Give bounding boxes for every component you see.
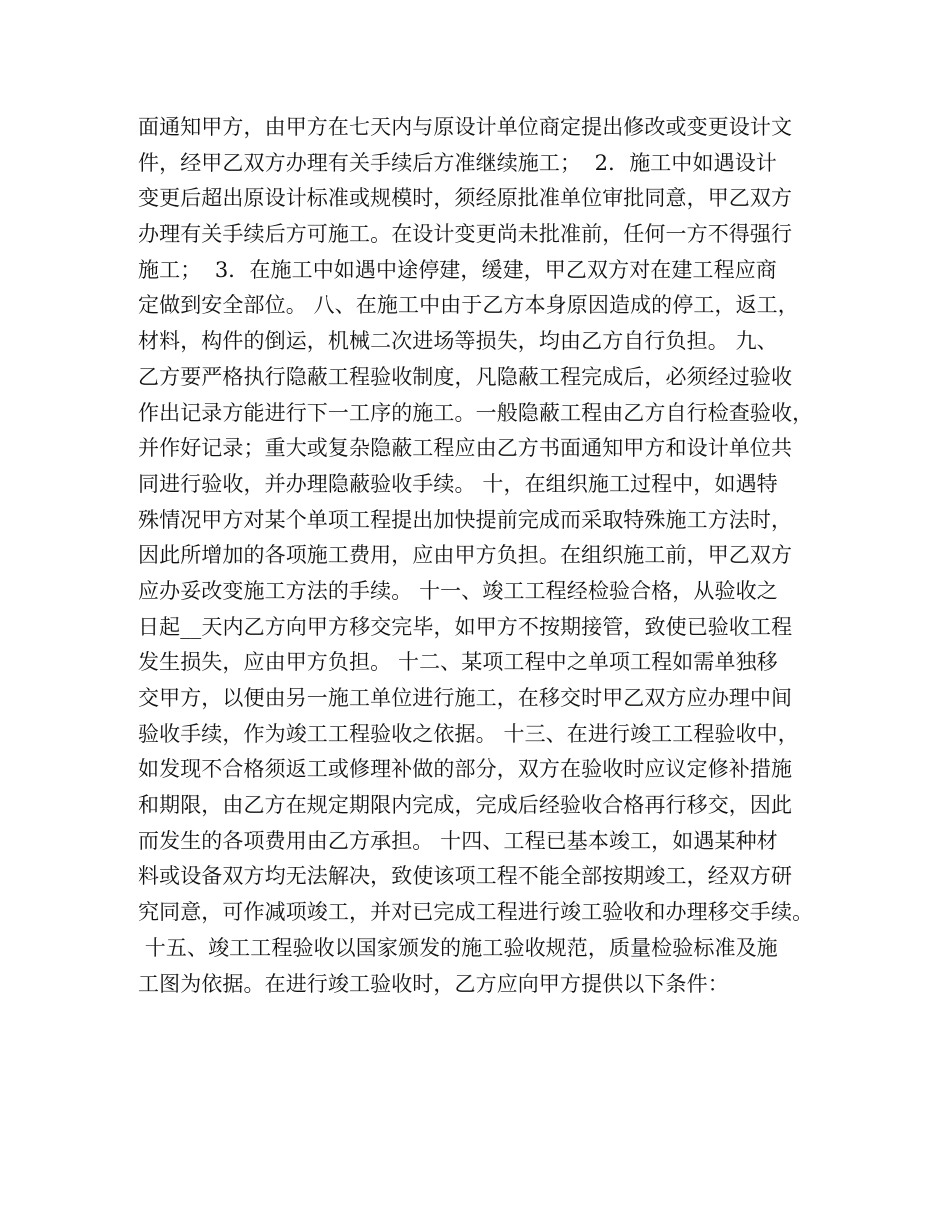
text-line-12: 殊情况甲方对某个单项工程提出加快提前完成而采取特殊施工方法时， <box>138 507 793 532</box>
text-line-14: 应办妥改变施工方法的手续。 十一、竣工工程经检验合格，从验收之 <box>138 578 778 603</box>
text-line-22: 料或设备双方均无法解决，致使该项工程不能全部按期竣工，经双方研 <box>138 864 793 889</box>
text-line-8: 乙方要严格执行隐蔽工程验收制度，凡隐蔽工程完成后，必须经过验收 <box>138 364 793 389</box>
text-line-23: 究同意，可作减项竣工，并对已完成工程进行竣工验收和办理移交手续。 <box>138 900 814 925</box>
text-line-18: 验收手续，作为竣工工程验收之依据。 十三、在进行竣工工程验收中， <box>138 721 799 746</box>
text-line-4: 办理有关手续后方可施工。在设计变更尚未批准前，任何一方不得强行 <box>138 222 793 247</box>
text-line-11: 同进行验收，并办理隐蔽验收手续。 十，在组织施工过程中，如遇特 <box>138 471 778 496</box>
text-line-15: 日起__天内乙方向甲方移交完毕，如甲方不按期接管，致使已验收工程 <box>138 614 793 639</box>
text-line-24: 十五、竣工工程验收以国家颁发的施工验收规范，质量检验标准及施 <box>138 935 778 960</box>
text-line-7: 材料，构件的倒运，机械二次进场等损失，均由乙方自行负担。 九、 <box>138 329 778 354</box>
text-line-17: 交甲方，以便由另一施工单位进行施工，在移交时甲乙双方应办理中间 <box>138 686 793 710</box>
text-line-5: 施工； 3．在施工中如遇中途停建，缓建，甲乙双方对在建工程应商 <box>138 257 777 282</box>
text-line-3: 变更后超出原设计标准或规模时，须经原批准单位审批同意，甲乙双方 <box>138 186 793 211</box>
text-line-20: 和期限，由乙方在规定期限内完成，完成后经验收合格再行移交，因此 <box>138 793 793 818</box>
text-line-25: 工图为依据。在进行竣工验收时，乙方应向甲方提供以下条件： <box>138 971 729 996</box>
text-line-2: 件，经甲乙双方办理有关手续后方准继续施工； 2．施工中如遇设计 <box>138 150 777 175</box>
text-line-1: 面通知甲方，由甲方在七天内与原设计单位商定提出修改或变更设计文 <box>138 115 793 139</box>
text-line-21: 而发生的各项费用由乙方承担。 十四、工程已基本竣工，如遇某种材 <box>138 828 778 853</box>
text-line-13: 因此所增加的各项施工费用，应由甲方负担。在组织施工前，甲乙双方 <box>138 543 793 568</box>
contract-text-body <box>138 110 838 1002</box>
text-line-10: 并作好记录；重大或复杂隐蔽工程应由乙方书面通知甲方和设计单位共 <box>138 436 793 461</box>
text-line-9: 作出记录方能进行下一工序的施工。一般隐蔽工程由乙方自行检查验收， <box>138 400 814 425</box>
text-line-19: 如发现不合格须返工或修理补做的部分，双方在验收时应议定修补措施 <box>138 757 793 782</box>
text-line-16: 发生损失，应由甲方负担。 十二、某项工程中之单项工程如需单独移 <box>138 650 778 675</box>
text-line-6: 定做到安全部位。 八、在施工中由于乙方本身原因造成的停工，返工， <box>138 293 799 318</box>
